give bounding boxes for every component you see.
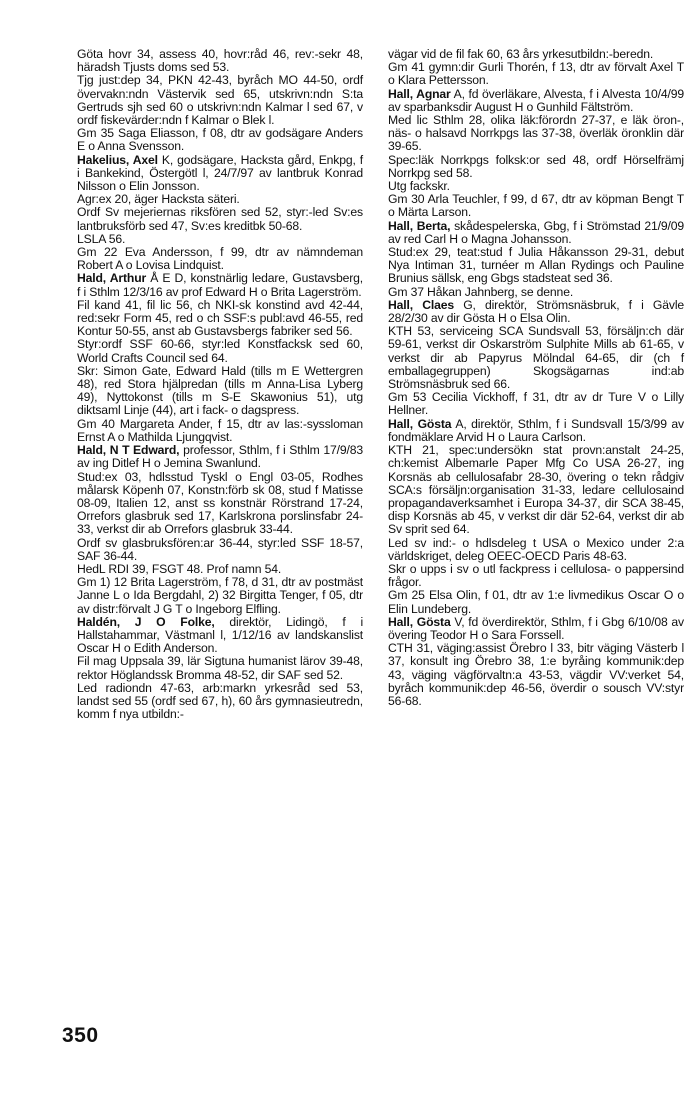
entry-text: A, fd överläkare, Alvesta, f i Alvesta 10/4/99 av sparbanksdir August H o Gunhild Fältström. bbox=[388, 86, 684, 114]
person-name: Hall, Agnar bbox=[388, 86, 451, 101]
person-name: Hald, Arthur bbox=[77, 271, 147, 286]
entry-paragraph bbox=[388, 154, 684, 180]
biography-entry bbox=[77, 154, 363, 194]
entry-paragraph bbox=[77, 576, 363, 616]
entry-text: Gm 41 gymn:dir Gurli Thorén, f 13, dtr av förvalt Axel T o Klara Pettersson. bbox=[388, 60, 684, 88]
biography-entry bbox=[77, 444, 363, 470]
entry-paragraph bbox=[388, 325, 684, 391]
biography-entry bbox=[388, 299, 684, 325]
entry-paragraph bbox=[388, 246, 684, 286]
entry-paragraph bbox=[77, 127, 363, 153]
entry-text: CTH 31, väging:assist Örebro l 33, bitr väging Västerb l 37, konsult ing Örebro 38, 1:e byråing kommunik:dep 43, väging vägförvaltn:a 43-53, vägdir VV:verket 54, byråch kommunik:dep 46-56, överdir o sousch VV:styr 56-68. bbox=[388, 641, 684, 708]
entry-paragraph bbox=[388, 391, 684, 417]
entry-text: Ordf sv glasbruksfören:ar 36-44, styr:led SSF 18-57, SAF 36-44. bbox=[77, 535, 363, 563]
entry-text: Gm 1) 12 Brita Lagerström, f 78, d 31, dtr av postmäst Janne L o Ida Bergdahl, 2) 32 Birgitta Tenger, f 05, dtr av distr:förvalt J G T o Ingeborg Elfling. bbox=[77, 575, 363, 616]
entry-paragraph bbox=[77, 338, 363, 364]
entry-text: Gm 30 Arla Teuchler, f 99, d 67, dtr av köpman Bengt T o Märta Larson. bbox=[388, 192, 684, 220]
entry-text: Gm 25 Elsa Olin, f 01, dtr av 1:e livmedikus Oscar O o Elin Lundeberg. bbox=[388, 588, 684, 616]
biography-entry bbox=[388, 418, 684, 444]
person-name: Hall, Gösta bbox=[388, 614, 451, 629]
right-column bbox=[388, 48, 684, 708]
entry-paragraph bbox=[388, 61, 684, 87]
person-name: Hall, Gösta bbox=[388, 416, 452, 431]
entry-text: K, godsägare, Hacksta gård, Enkpg, f i Bankekind, Östergötl l, 24/7/97 av lantbruk Konrad Nilsson o Elin Jonsson. bbox=[77, 152, 363, 194]
entry-paragraph bbox=[388, 563, 684, 589]
person-name: Hald, N T Edward, bbox=[77, 443, 180, 458]
entry-text: V, fd överdirektör, Sthlm, f i Gbg 6/10/08 av övering Teodor H o Sara Forssell. bbox=[388, 614, 684, 642]
entry-paragraph bbox=[77, 48, 363, 74]
entry-text: G, direktör, Strömsnäsbruk, f i Gävle 28/2/30 av dir Gösta H o Elsa Olin. bbox=[388, 297, 684, 326]
entry-text: Göta hovr 34, assess 40, hovr:råd 46, rev:-sekr 48, häradsh Tjusts doms sed 53. bbox=[77, 47, 363, 75]
entry-text: Styr:ordf SSF 60-66, styr:led Konstfacksk sed 60, World Crafts Council sed 64. bbox=[77, 337, 363, 365]
entry-text: HedL RDI 39, FSGT 48. Prof namn 54. bbox=[77, 561, 282, 576]
left-column bbox=[77, 48, 363, 721]
entry-text: Stud:ex 03, hdlsstud Tyskl o Engl 03-05, Rodhes målarsk Köpenh 07, Konstn:förb sk 08, stud f Matisse 08-09, Italien 12, anst ss konstnär Rörstrand 17-24, Orrefors glasbruk sed 17, Karlskrona porslinsfabr 24-33, verkst dir ab Orrefors glasbruk 33-44. bbox=[77, 469, 363, 537]
entry-paragraph bbox=[77, 206, 363, 232]
entry-paragraph bbox=[77, 655, 363, 681]
entry-paragraph bbox=[77, 299, 363, 339]
entry-text: Gm 35 Saga Eliasson, f 08, dtr av godsägare Anders E o Anna Svensson. bbox=[77, 126, 363, 154]
biography-entry bbox=[388, 616, 684, 642]
entry-paragraph bbox=[77, 246, 363, 272]
entry-paragraph bbox=[388, 444, 684, 536]
entry-paragraph bbox=[388, 642, 684, 708]
entry-paragraph bbox=[77, 74, 363, 127]
entry-text: KTH 53, serviceing SCA Sundsvall 53, försäljn:ch där 59-61, verkst dir Oskarström Sulphite Mills ab 61-65, v verkst dir ab Papyrus Mölndal 64-65, dir (ch f emballagegruppen) Skogsägarnas ind:ab Strömsnäsbruk sed 66. bbox=[388, 324, 684, 392]
biography-entry bbox=[77, 272, 363, 298]
entry-text: Utg fackskr. bbox=[388, 179, 450, 194]
entry-text: KTH 21, spec:undersökn stat provn:anstalt 24-25, ch:kemist Albemarle Paper Mfg Co USA 26-27, ing Korsnäs ab cellulosafabr 28-30, övering o tekn rådgiv SCA:s försäljn:organisation 31-33, ledare cellulosaind propagandaverksamhet i Europa 34-37, dir SCA 38-45, disp Korsnäs ab 45, v verkst dir där 52-64, verkst dir ab Sv sprit sed 64. bbox=[388, 443, 684, 537]
entry-text: Agr:ex 20, äger Hacksta säteri. bbox=[77, 192, 240, 207]
person-name: Hall, Berta, bbox=[388, 218, 451, 233]
biography-entry bbox=[388, 88, 684, 114]
entry-text: Skr o upps i sv o utl fackpress i cellulosa- o pappersind frågor. bbox=[388, 561, 684, 590]
entry-text: Med lic Sthlm 28, olika läk:förordn 27-37, e läk öron-, näs- o halsavd Norrkpgs las 37-38, överläk öronklin där 39-65. bbox=[388, 113, 684, 154]
entry-text: Stud:ex 29, teat:stud f Julia Håkansson 29-31, debut Nya Intiman 31, turnéer m Allan Rydings och Pauline Brunius sällsk, eng Gbgs stadsteat sed 36. bbox=[388, 245, 684, 286]
entry-text: Ordf Sv mejeriernas riksfören sed 52, styr:-led Sv:es lantbruksförb sed 47, Sv:es kreditbk 50-68. bbox=[77, 205, 363, 233]
biography-entry bbox=[388, 220, 684, 246]
entry-text: vägar vid de fil fak 60, 63 års yrkesutbildn:-beredn. bbox=[388, 47, 654, 61]
page-number: 350 bbox=[62, 1024, 99, 1047]
entry-text: Gm 53 Cecilia Vickhoff, f 31, dtr av dr Ture V o Lilly Hellner. bbox=[388, 390, 684, 418]
entry-paragraph bbox=[77, 365, 363, 418]
entry-text: Å E D, konstnärlig ledare, Gustavsberg, f i Sthlm 12/3/16 av prof Edward H o Brita Lagerström. bbox=[77, 271, 363, 299]
entry-paragraph bbox=[77, 537, 363, 563]
entry-text: Gm 37 Håkan Jahnberg, se denne. bbox=[388, 284, 574, 299]
entry-paragraph bbox=[388, 193, 684, 219]
entry-text: Gm 40 Margareta Ander, f 15, dtr av las:-syssloman Ernst A o Mathilda Ljungqvist. bbox=[77, 416, 363, 444]
entry-text: A, direktör, Sthlm, f i Sundsvall 15/3/99 av fondmäklare Arvid H o Laura Carlson. bbox=[388, 416, 685, 444]
entry-text: Skr: Simon Gate, Edward Hald (tills m E Wettergren 48), red Stora hjälpredan (tills m Anna-Lisa Lyberg 49), Nyttokonst (tills m S-E Skawonius 51), utg diktsaml Linje (44), art i fack- o dagspress. bbox=[77, 363, 363, 418]
entry-text: Fil kand 41, fil lic 56, ch NKI-sk konstind avd 42-44, red:sekr Form 45, red o ch SSF:s publ:avd 46-55, red Kontur 50-55, anst ab Gustavsbergs fabriker sed 56. bbox=[77, 297, 363, 339]
entry-text: professor, Sthlm, f i Sthlm 17/9/83 av ing Ditlef H o Jemina Swanlund. bbox=[77, 443, 363, 471]
entry-text: Spec:läk Norrkpgs folksk:or sed 48, ordf Hörselfrämj Norrkpg sed 58. bbox=[388, 152, 684, 180]
biography-entry bbox=[77, 616, 363, 656]
entry-text: Led radiondn 47-63, arb:markn yrkesråd sed 53, landst sed 55 (ordf sed 67, h), 60 års gymnasieutredn, komm f nya utbildn:- bbox=[77, 680, 363, 722]
entry-paragraph bbox=[388, 589, 684, 615]
entry-paragraph bbox=[388, 537, 684, 563]
entry-text: Tjg just:dep 34, PKN 42-43, byråch MO 44-50, ordf övervakn:ndn Västervik sed 65, utskrivn:ndn S:ta Gertruds sjh sed 60 o utskrivn:ndn Kalmar l sed 67, v ordf fiskevärder:ndn f Kalmar o Blek l. bbox=[77, 73, 363, 128]
entry-text: LSLA 56. bbox=[77, 231, 126, 246]
entry-text: Led sv ind:- o hdlsdeleg t USA o Mexico under 2:a världskriget, deleg OEEC-OECD Paris 48-63. bbox=[388, 535, 684, 563]
entry-paragraph bbox=[388, 114, 684, 154]
entry-paragraph bbox=[77, 471, 363, 537]
entry-paragraph bbox=[77, 682, 363, 722]
entry-text: skådespelerska, Gbg, f i Strömstad 21/9/09 av red Carl H o Magna Johansson. bbox=[388, 218, 685, 246]
person-name: Hall, Claes bbox=[388, 297, 454, 312]
entry-text: Gm 22 Eva Andersson, f 99, dtr av nämndeman Robert A o Lovisa Lindquist. bbox=[77, 245, 363, 273]
person-name: Hakelius, Axel bbox=[77, 152, 158, 167]
entry-text: direktör, Lidingö, f i Hallstahammar, Västmanl l, 1/12/16 av landskanslist Oscar H o Edith Anderson. bbox=[77, 614, 364, 656]
entry-text: Fil mag Uppsala 39, lär Sigtuna humanist lärov 39-48, rektor Höglandssk Bromma 48-52, dir SAF sed 52. bbox=[77, 654, 363, 682]
entry-paragraph bbox=[77, 418, 363, 444]
person-name: Haldén, J O Folke, bbox=[77, 614, 215, 629]
